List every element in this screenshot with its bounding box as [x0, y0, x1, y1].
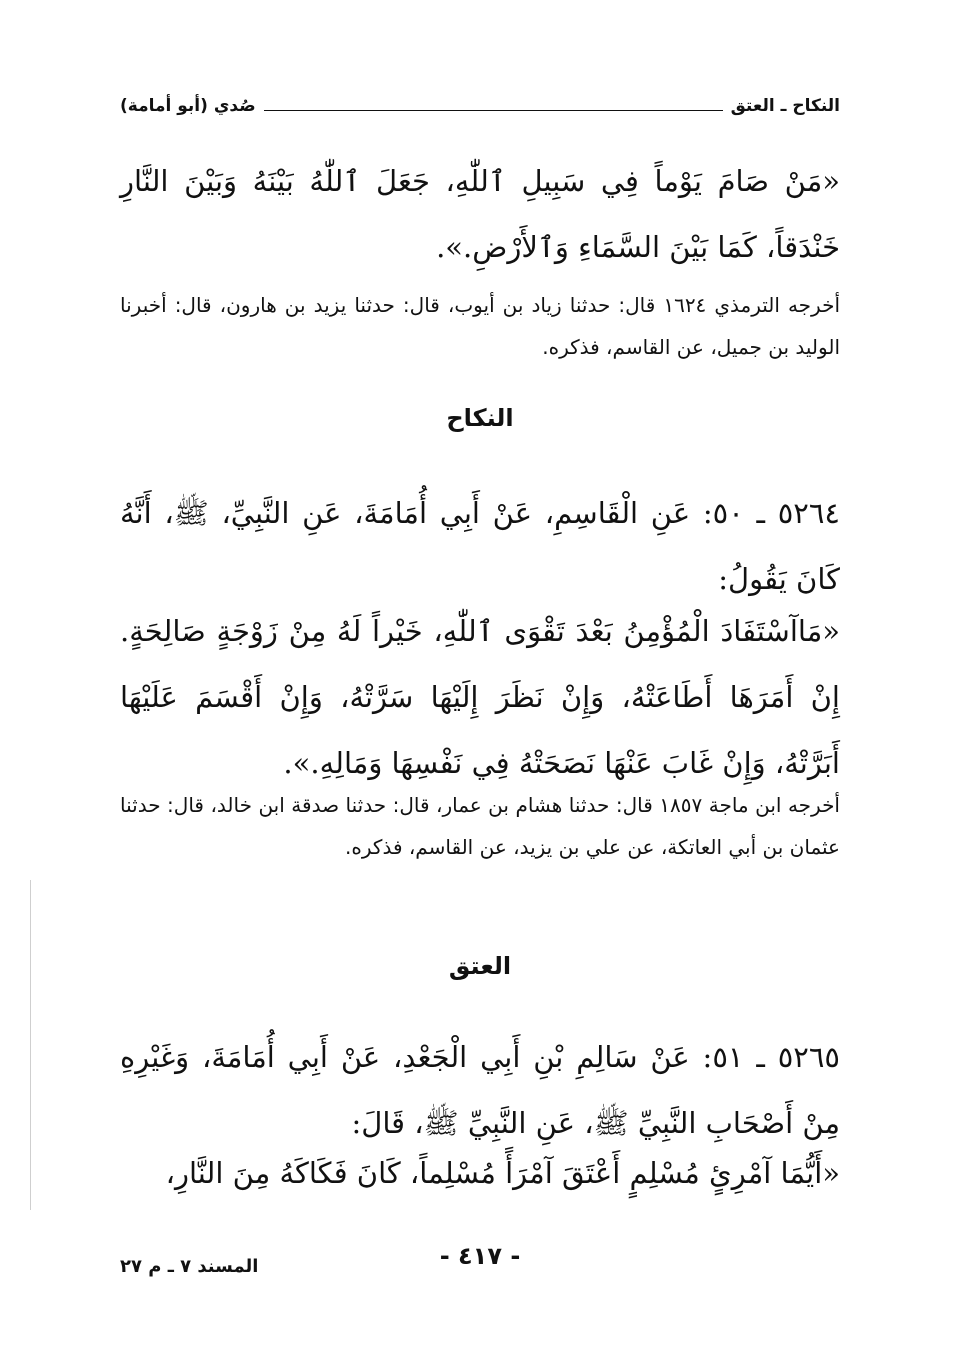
hadith-5264-intro: ٥٢٦٤ ـ ٥٠: عَنِ الْقَاسِمِ، عَنْ أَبِي أُمَامَةَ، عَنِ النَّبِيِّ، ﷺ، أَنَّهُ كَانَ يَقُولُ:: [120, 496, 840, 596]
note-5264-text: أخرجه ابن ماجة ١٨٥٧ قال: حدثنا هشام بن عمار، قال: حدثنا صدقة ابن خالد، قال: حدثنا عثمان بن أبي العاتكة، عن علي بن يزيد، عن القاسم، فذكره.: [120, 793, 840, 859]
signature-mark: المسند ٧ ـ م ٢٧: [120, 1256, 259, 1277]
hadith-5264-text: «مَاآسْتَفَادَ الْمُؤْمِنُ بَعْدَ تَقْوَى ٱللّٰهِ، خَيْراً لَهُ مِنْ زَوْجَةٍ صَالِحَةٍ. إِنْ أَمَرَهَا أَطَاعَتْهُ، وَإِنْ نَظَرَ إِلَيْهَا سَرَّتْهُ، وَإِنْ أَقْسَمَ عَلَيْهَا أَبَرَّتْهُ، وَإِنْ غَابَ عَنْهَا نَصَحَتْهُ فِي نَفْسِهَا وَمَالِهِ.».: [120, 614, 840, 780]
running-header: [120, 88, 840, 124]
note-top-text: أخرجه الترمذي ١٦٢٤ قال: حدثنا زياد بن أيوب، قال: حدثنا يزيد بن هارون، قال: أخبرنا الوليد بن جميل، عن القاسم، فذكره.: [120, 293, 841, 359]
hadith-5265-intro-block: [120, 1024, 840, 1156]
section-title-itq: العتق: [448, 952, 512, 980]
scan-margin-line: [30, 880, 31, 1210]
note-5264-block: [120, 784, 840, 868]
page-number: - ٤١٧ -: [439, 1242, 521, 1270]
section-title-nikah: النكاح: [446, 404, 514, 432]
header-left-title: صُدي (أبو أمامة): [120, 96, 256, 116]
hadith-5264-intro-block: [120, 480, 840, 612]
note-top-block: [120, 284, 840, 368]
hadith-top-block: [120, 148, 840, 280]
header-right-title: النكاح ـ العتق: [730, 96, 840, 116]
hadith-5265-intro: ٥٢٦٥ ـ ٥١: عَنْ سَالِمِ بْنِ أَبِي الْجَعْدِ، عَنْ أَبِي أُمَامَةَ، وَغَيْرِهِ مِنْ أَصْحَابِ النَّبِيِّ ﷺ، عَنِ النَّبِيِّ ﷺ، قَالَ:: [120, 1040, 841, 1140]
hadith-5264-text-block: [120, 598, 840, 796]
page-footer: [120, 1242, 840, 1282]
header-rule: [264, 110, 723, 111]
document-page: [120, 0, 840, 1372]
hadith-5265-text: «أَيُّمَا آمْرِئٍ مُسْلِمٍ أَعْتَقَ آمْرَأً مُسْلِماً، كَانَ فَكَاكَهُ مِنَ النَّارِ،: [165, 1156, 840, 1190]
hadith-5265-text-block: [120, 1140, 840, 1206]
hadith-top-text: «مَنْ صَامَ يَوْماً فِي سَبِيلِ ٱللّٰهِ، جَعَلَ ٱللّٰهُ بَيْنَهُ وَبَيْنَ النَّارِ خَنْدَقاً، كَمَا بَيْنَ السَّمَاءِ وَٱلأَرْضِ.».: [120, 164, 840, 264]
